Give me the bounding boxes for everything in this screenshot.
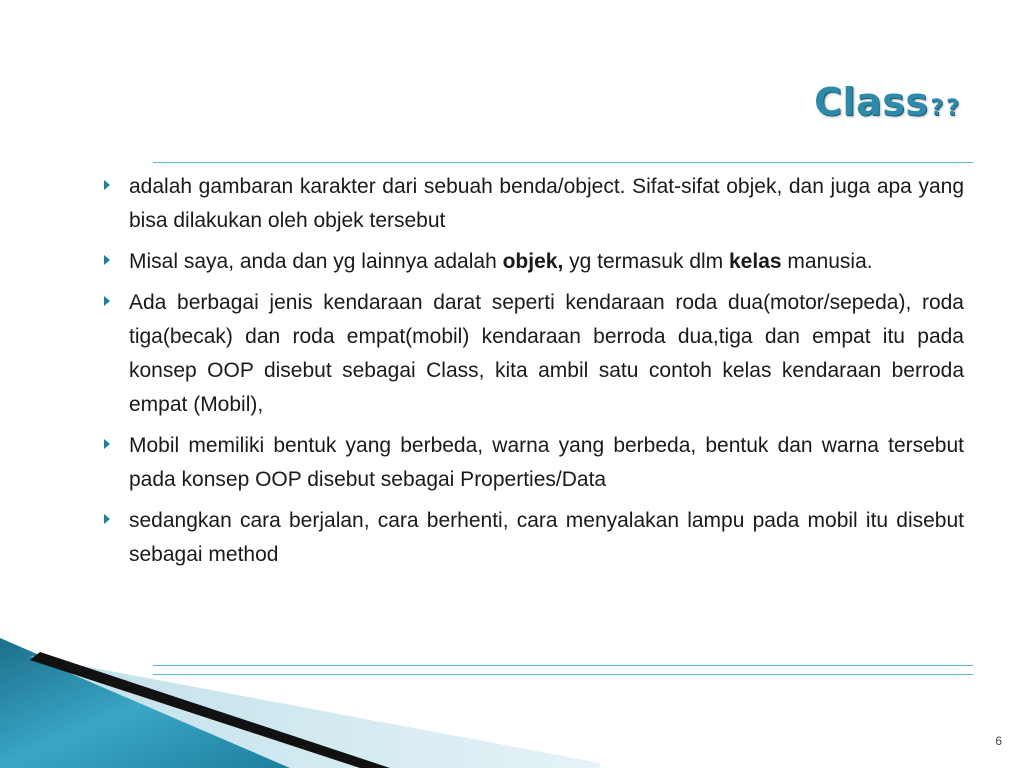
bullet-text-segment: Misal saya, anda dan yg lainnya adalah (129, 250, 503, 273)
slide-title-text: Class (814, 80, 929, 124)
bullet-arrow-icon (104, 255, 110, 265)
bullet-arrow-icon (104, 296, 110, 306)
bullet-text: sedangkan cara berjalan, cara berhenti, cara menyalakan lampu pada mobil itu disebut sebagai method (129, 509, 964, 566)
bold-term-kelas: kelas (729, 250, 782, 273)
corner-decoration (0, 638, 620, 768)
bullet-text: adalah gambaran karakter dari sebuah benda/object. Sifat-sifat objek, dan juga apa yang bisa dilakukan oleh objek tersebut (129, 175, 964, 232)
bold-term-objek: objek, (502, 250, 564, 273)
bullet-text: Ada berbagai jenis kendaraan darat seperti kendaraan roda dua(motor/sepeda), roda tiga(becak) dan roda empat(mobil) kendaraan berroda dua,tiga dan empat itu pada konsep OOP disebut sebagai Class, kita ambil satu contoh kelas kendaraan berroda empat (Mobil), (129, 291, 964, 416)
bullet-arrow-icon (104, 180, 110, 190)
page-number: 6 (995, 734, 1002, 748)
bullet-text (129, 245, 964, 279)
bullet-arrow-icon (104, 439, 110, 449)
title-divider (153, 162, 973, 163)
list-item (104, 286, 964, 422)
bullet-text-segment: yg termasuk dlm (563, 250, 729, 273)
list-item (104, 245, 964, 279)
list-item (104, 504, 964, 572)
list-item (104, 170, 964, 238)
slide-title-suffix: ?? (930, 96, 962, 121)
bullet-text-segment: manusia. (781, 250, 873, 273)
bullet-arrow-icon (104, 514, 110, 524)
list-item (104, 429, 964, 497)
bullet-list (104, 170, 964, 579)
bullet-text: Mobil memiliki bentuk yang berbeda, warna yang berbeda, bentuk dan warna tersebut pada konsep OOP disebut sebagai Properties/Data (129, 434, 964, 491)
slide-title (814, 80, 962, 124)
